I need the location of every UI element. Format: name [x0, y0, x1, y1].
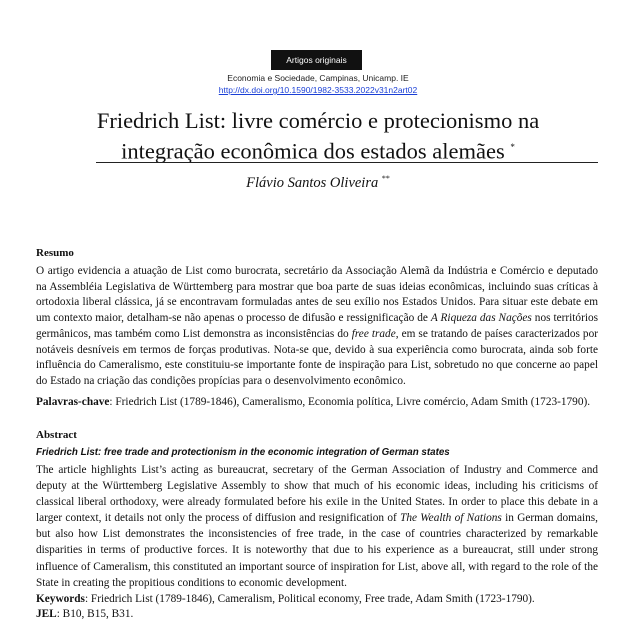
section-badge: Artigos originais — [271, 50, 362, 70]
abstract-text-2: in German domains, but also how List demonstrates the inconsistencies of free trade, in the case of countries characterized by remarkable disparities in terms of productive forces. It is noteworthy that due to his experience as a bureaucrat, still under strong influence of Cameralism, this constituted an important source of inspiration for List, above all, with regard to the role of the State in creating the propitious conditions to economic development. — [36, 512, 598, 589]
journal-citation: Economia e Sociedade, Campinas, Unicamp. IE — [227, 73, 409, 83]
resumo-emphasis-1: A Riqueza das Nações — [430, 312, 532, 325]
doi-line — [0, 84, 636, 96]
author-name: Flávio Santos Oliveira — [246, 174, 379, 191]
resumo-keywords-list: : Friedrich List (1789-1846), Cameralismo, Economia política, Livre comércio, Adam Smith (1723-1790). — [109, 396, 591, 408]
resumo-paragraph — [36, 264, 598, 390]
jel-list: : B10, B15, B31. — [56, 608, 134, 620]
abstract-emphasis: The Wealth of Nations — [400, 512, 502, 525]
abstract-keywords — [36, 591, 616, 607]
resumo-text-1: O artigo evidencia a atuação de List como burocrata, secretário da Associação Alemã da Indústria e Comércio e deputado na Assembléia Legislativa de Württemberg para mostrar que boa parte de suas ideias econômicas, incluindo suas críticas à ortodoxia liberal clássica, já se encontravam formuladas antes de seu exílio nos Estados Unidos. Para situar este debate em um contexto maior, detalham-se não apenas o processo de difusão e ressignificação de — [36, 265, 598, 325]
abstract-keywords-list: : Friedrich List (1789-1846), Cameralism, Political economy, Free trade, Adam Smith (1723-1790). — [84, 593, 535, 605]
title-footnote-mark[interactable]: * — [510, 142, 515, 152]
abstract-text-1: The article highlights List’s acting as bureaucrat, secretary of the German Association of Industry and Commerce and deputy at the Württemberg Legislative Assembly to show that much of his economic ideas, including his criticisms of classical liberal orthodoxy, were already formulated before his exile in the United States. In order to place this debate in a larger context, it details not only the process of diffusion and resignification of — [36, 464, 598, 525]
resumo-heading: Resumo — [36, 247, 74, 259]
author-line — [0, 169, 636, 193]
resumo-emphasis-2: free trade — [351, 327, 396, 340]
abstract-heading: Abstract — [36, 429, 77, 441]
resumo-text-3: , em se tratando de países caracterizados por notáveis desníveis em termos de forças produtivas. Nota-se que, devido à sua experiência como burocrata, ainda sob forte influência do Cameralismo, este constituiu-se importante fonte de inspiração para List, sobretudo no que concerne ao papel do Estado na criação das condições propícias para o desenvolvimento econômico. — [36, 327, 598, 387]
resumo-keywords — [36, 394, 616, 410]
title-divider — [96, 162, 598, 163]
resumo-keywords-label: Palavras-chave — [36, 396, 110, 408]
jel-codes — [36, 606, 616, 622]
abstract-paragraph — [36, 462, 598, 591]
abstract-title: Friedrich List: free trade and protectionism in the economic integration of German states — [36, 447, 450, 458]
jel-label: JEL — [36, 608, 57, 620]
abstract-keywords-label: Keywords — [36, 593, 85, 605]
title-line-2: integração econômica dos estados alemães — [121, 138, 505, 164]
resumo-text-2: nos territórios germânicos, mas também como List demonstra as inconsistências do — [36, 312, 599, 340]
article-title — [40, 107, 596, 165]
doi-link[interactable]: http://dx.doi.org/10.1590/1982-3533.2022v31n2art02 — [218, 85, 418, 95]
title-line-1: Friedrich List: livre comércio e protecionismo na — [96, 108, 540, 133]
author-footnote-mark[interactable]: ** — [381, 174, 390, 183]
